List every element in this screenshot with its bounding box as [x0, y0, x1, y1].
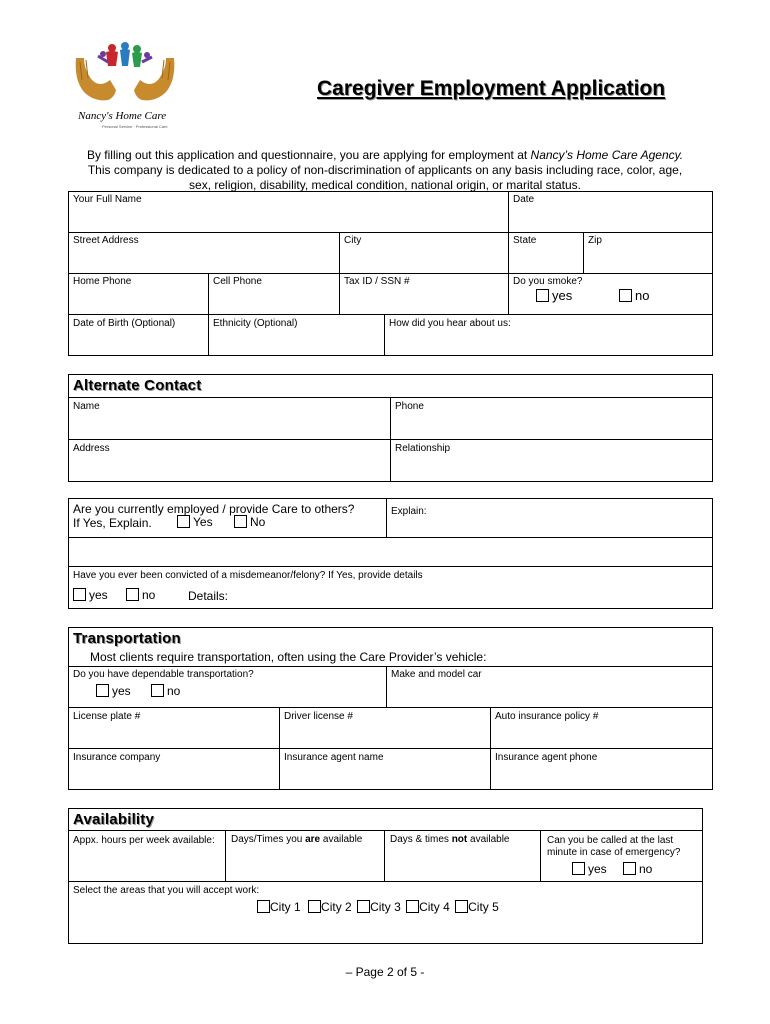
- checkbox[interactable]: [619, 289, 632, 302]
- available-times-field[interactable]: [231, 834, 362, 845]
- employed-yes-option[interactable]: [177, 515, 213, 529]
- transportation-note: Most clients require transportation, often using the Care Provider’s vehicle:: [90, 650, 487, 664]
- street-address-field[interactable]: Street Address: [73, 235, 139, 246]
- insurance-agent-field[interactable]: Insurance agent name: [284, 752, 384, 763]
- driver-license-field[interactable]: Driver license #: [284, 711, 353, 722]
- date-field[interactable]: Date: [513, 194, 535, 205]
- insurance-policy-field[interactable]: Auto insurance policy #: [495, 711, 599, 722]
- checkbox[interactable]: [357, 900, 370, 913]
- employment-question: Are you currently employed / provide Care to others?: [73, 502, 355, 516]
- checkbox[interactable]: [126, 588, 139, 601]
- transportation-title: Transportation: [73, 630, 181, 647]
- checkbox[interactable]: [257, 900, 270, 913]
- unavailable-times-field[interactable]: [390, 834, 510, 845]
- city-label: City 2: [321, 900, 352, 914]
- company-logo: [70, 40, 185, 132]
- state-field[interactable]: State: [513, 235, 537, 246]
- city-option[interactable]: [406, 900, 450, 914]
- full-name-field[interactable]: Your Full Name: [73, 194, 142, 205]
- no-label: No: [250, 515, 266, 529]
- page-title: Caregiver Employment Application: [317, 77, 666, 100]
- logo-tagline: Personal Service · Professional Care: [102, 124, 168, 129]
- checkbox[interactable]: [572, 862, 585, 875]
- city-label: City 1: [270, 900, 301, 914]
- employed-no-option[interactable]: [234, 515, 265, 529]
- convicted-yes-option[interactable]: [73, 588, 108, 602]
- availability-title: Availability: [73, 811, 155, 828]
- alt-relationship-field[interactable]: Relationship: [395, 443, 451, 454]
- checkbox[interactable]: [406, 900, 419, 913]
- emergency-question-line2: minute in case of emergency?: [547, 847, 681, 858]
- zip-field[interactable]: Zip: [588, 235, 602, 246]
- city-field[interactable]: City: [344, 235, 362, 246]
- no-label: no: [142, 588, 156, 602]
- emergency-yes-option[interactable]: [572, 862, 607, 876]
- checkbox[interactable]: [234, 515, 247, 528]
- city-option[interactable]: [308, 900, 352, 914]
- checkbox[interactable]: [73, 588, 86, 601]
- details-field[interactable]: Details:: [188, 589, 229, 603]
- label-bold: not: [451, 834, 468, 845]
- agency-name: Nancy’s Home Care Agency.: [530, 148, 684, 162]
- dob-field[interactable]: Date of Birth (Optional): [73, 318, 176, 329]
- city-option[interactable]: [455, 900, 499, 914]
- intro-line3: sex, religion, disability, medical condition, national origin, or marital status.: [189, 178, 581, 192]
- cell-phone-field[interactable]: Cell Phone: [213, 276, 262, 287]
- yes-label: yes: [89, 588, 108, 602]
- label-bold: are: [305, 834, 321, 845]
- emergency-question-line1: Can you be called at the last: [547, 835, 674, 846]
- checkbox[interactable]: [96, 684, 109, 697]
- city-option[interactable]: [257, 900, 301, 914]
- home-phone-field[interactable]: Home Phone: [73, 276, 132, 287]
- checkbox[interactable]: [536, 289, 549, 302]
- intro-line2: This company is dedicated to a policy of non-discrimination of applicants on any basis including race, color, age,: [87, 163, 683, 177]
- yes-label: Yes: [193, 515, 213, 529]
- ethnicity-field[interactable]: Ethnicity (Optional): [213, 318, 298, 329]
- if-yes-label: If Yes, Explain.: [73, 516, 152, 530]
- alt-phone-field[interactable]: Phone: [395, 401, 424, 412]
- logo-name: Nancy's Home Care: [78, 110, 167, 122]
- yes-label: yes: [588, 862, 607, 876]
- smoke-question: Do you smoke?: [513, 276, 583, 287]
- checkbox[interactable]: [151, 684, 164, 697]
- city-option[interactable]: [357, 900, 401, 914]
- page-number: – Page 2 of 5 -: [345, 965, 425, 979]
- agent-phone-field[interactable]: Insurance agent phone: [495, 752, 598, 763]
- explain-field[interactable]: Explain:: [391, 506, 427, 517]
- dependable-question: Do you have dependable transportation?: [73, 669, 254, 680]
- emergency-no-option[interactable]: [623, 862, 652, 876]
- areas-question: Select the areas that you will accept work:: [73, 885, 260, 896]
- transport-no-option[interactable]: [151, 684, 180, 698]
- smoke-no-option[interactable]: [619, 288, 649, 303]
- intro-line1: By filling out this application and questionnaire, you are applying for employment at: [86, 148, 531, 162]
- transport-yes-option[interactable]: [96, 684, 131, 698]
- heard-about-field[interactable]: How did you hear about us:: [389, 318, 511, 329]
- label-part: available: [320, 834, 363, 845]
- conviction-question: Have you ever been convicted of a misdemeanor/felony? If Yes, provide details: [73, 570, 423, 581]
- checkbox[interactable]: [177, 515, 190, 528]
- alt-name-field[interactable]: Name: [73, 401, 100, 412]
- checkbox[interactable]: [623, 862, 636, 875]
- intro-paragraph: [68, 148, 702, 193]
- smoke-yes-option[interactable]: [536, 288, 572, 303]
- hours-per-week-field[interactable]: Appx. hours per week available:: [73, 835, 215, 846]
- label-part: available: [467, 834, 510, 845]
- city-label: City 3: [370, 900, 401, 914]
- convicted-no-option[interactable]: [126, 588, 155, 602]
- no-label: no: [635, 288, 650, 303]
- tax-id-field[interactable]: Tax ID / SSN #: [344, 276, 410, 287]
- insurance-company-field[interactable]: Insurance company: [73, 752, 161, 763]
- checkbox[interactable]: [455, 900, 468, 913]
- no-label: no: [167, 684, 181, 698]
- city-label: City 5: [468, 900, 499, 914]
- checkbox[interactable]: [308, 900, 321, 913]
- alternate-contact-title: Alternate Contact: [73, 377, 202, 394]
- yes-label: yes: [112, 684, 131, 698]
- label-part: Days & times: [390, 834, 452, 845]
- alt-address-field[interactable]: Address: [73, 443, 110, 454]
- yes-label: yes: [552, 288, 573, 303]
- license-plate-field[interactable]: License plate #: [73, 711, 141, 722]
- make-model-field[interactable]: Make and model car: [391, 669, 482, 680]
- city-options: [257, 900, 499, 914]
- label-part: Days/Times you: [231, 834, 306, 845]
- no-label: no: [639, 862, 653, 876]
- city-label: City 4: [419, 900, 450, 914]
